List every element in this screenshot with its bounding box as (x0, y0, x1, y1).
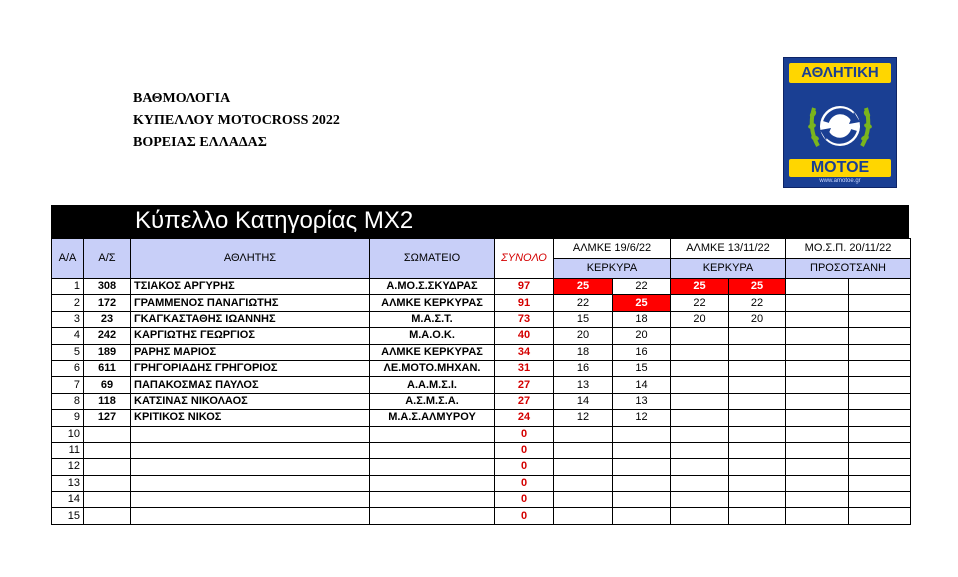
row-total-points: 73 (495, 311, 554, 327)
row-total-points: 0 (495, 475, 554, 491)
table-row (52, 360, 911, 376)
row-event-points (849, 410, 911, 426)
row-event-points (786, 311, 849, 327)
row-position: 8 (52, 393, 84, 409)
row-event-points (729, 475, 786, 491)
row-event-points (849, 279, 911, 295)
row-rider-name (131, 459, 370, 475)
row-race-number: 69 (84, 377, 131, 393)
row-total-points: 0 (495, 508, 554, 524)
row-rider-name (131, 508, 370, 524)
logo-bottom-text: ΜΟΤΟΕ (789, 159, 891, 177)
row-event-points: 25 (729, 279, 786, 295)
row-event-points (671, 344, 729, 360)
row-position: 1 (52, 279, 84, 295)
row-race-number: 308 (84, 279, 131, 295)
row-event-points (671, 426, 729, 442)
row-event-points (613, 508, 671, 524)
row-club: ΑΛΜΚΕ ΚΕΡΚΥΡΑΣ (370, 295, 495, 311)
row-event-points (729, 393, 786, 409)
row-event-points (849, 295, 911, 311)
row-event-points: 22 (554, 295, 613, 311)
row-position: 7 (52, 377, 84, 393)
event-2-venue: ΚΕΡΚΥΡΑ (671, 259, 786, 279)
row-club: Μ.Α.Σ.ΑΛΜΥΡΟΥ (370, 410, 495, 426)
row-club: Α.Σ.Μ.Σ.Α. (370, 393, 495, 409)
event-3-venue: ΠΡΟΣΟΤΣΑΝΗ (786, 259, 911, 279)
event-2-organizer: ΑΛΜΚΕ 13/11/22 (671, 239, 786, 259)
row-total-points: 31 (495, 360, 554, 376)
row-total-points: 91 (495, 295, 554, 311)
row-event-points (786, 295, 849, 311)
row-event-points (729, 344, 786, 360)
row-race-number: 611 (84, 360, 131, 376)
laurel-arrow-icon (804, 88, 876, 160)
row-rider-name: ΓΡΑΜΜΕΝΟΣ ΠΑΝΑΓΙΩΤΗΣ (131, 295, 370, 311)
row-race-number: 127 (84, 410, 131, 426)
row-event-points (849, 360, 911, 376)
header-total: ΣΥΝΟΛΟ (495, 239, 554, 279)
header-club: ΣΩΜΑΤΕΙΟ (370, 239, 495, 279)
row-position: 3 (52, 311, 84, 327)
row-event-points (671, 410, 729, 426)
row-event-points: 20 (554, 328, 613, 344)
row-event-points (849, 475, 911, 491)
row-event-points: 25 (554, 279, 613, 295)
row-event-points (671, 393, 729, 409)
logo-url: www.amotoe.gr (819, 178, 861, 184)
row-event-points: 25 (613, 295, 671, 311)
table-row (52, 410, 911, 426)
row-event-points: 16 (554, 360, 613, 376)
row-event-points: 12 (554, 410, 613, 426)
row-club (370, 508, 495, 524)
row-event-points (729, 492, 786, 508)
heading-line-3: ΒΟΡΕΙΑΣ ΕΛΛΑΔΑΣ (133, 135, 267, 150)
table-row (52, 295, 911, 311)
row-rider-name: ΓΚΑΓΚΑΣΤΑΘΗΣ ΙΩΑΝΝΗΣ (131, 311, 370, 327)
row-rider-name: ΚΑΤΣΙΝΑΣ ΝΙΚΟΛΑΟΣ (131, 393, 370, 409)
row-club (370, 442, 495, 458)
row-event-points: 13 (613, 393, 671, 409)
row-position: 15 (52, 508, 84, 524)
row-race-number: 172 (84, 295, 131, 311)
row-event-points (849, 426, 911, 442)
row-rider-name: ΚΡΙΤΙΚΟΣ ΝΙΚΟΣ (131, 410, 370, 426)
table-row (52, 393, 911, 409)
row-event-points (729, 377, 786, 393)
row-total-points: 0 (495, 492, 554, 508)
row-club: Μ.Α.Ο.Κ. (370, 328, 495, 344)
table-row (52, 508, 911, 524)
row-club (370, 475, 495, 491)
table-row (52, 344, 911, 360)
athletic-motoe-logo (783, 57, 897, 188)
row-event-points: 12 (613, 410, 671, 426)
row-race-number: 242 (84, 328, 131, 344)
row-event-points (849, 442, 911, 458)
row-race-number (84, 475, 131, 491)
row-total-points: 34 (495, 344, 554, 360)
row-event-points (786, 475, 849, 491)
row-race-number (84, 492, 131, 508)
table-row (52, 442, 911, 458)
row-race-number: 23 (84, 311, 131, 327)
event-1-organizer: ΑΛΜΚΕ 19/6/22 (554, 239, 671, 259)
row-event-points: 18 (613, 311, 671, 327)
row-event-points (849, 492, 911, 508)
row-event-points (671, 360, 729, 376)
row-total-points: 97 (495, 279, 554, 295)
table-row (52, 459, 911, 475)
row-rider-name (131, 492, 370, 508)
row-event-points (613, 492, 671, 508)
table-row (52, 426, 911, 442)
row-club (370, 459, 495, 475)
row-event-points (554, 508, 613, 524)
row-event-points (554, 459, 613, 475)
row-club (370, 492, 495, 508)
table-row (52, 279, 911, 295)
row-event-points: 22 (671, 295, 729, 311)
row-event-points (849, 344, 911, 360)
row-event-points (729, 328, 786, 344)
row-event-points (729, 410, 786, 426)
heading-line-2: ΚΥΠΕΛΛΟΥ MOTOCROSS 2022 (133, 113, 340, 128)
row-event-points (786, 360, 849, 376)
row-total-points: 0 (495, 426, 554, 442)
row-event-points (554, 475, 613, 491)
row-race-number (84, 459, 131, 475)
table-row (52, 328, 911, 344)
header-pos: Α/Α (52, 239, 84, 279)
standings-table (51, 238, 911, 525)
row-club: Μ.Α.Σ.Τ. (370, 311, 495, 327)
row-position: 4 (52, 328, 84, 344)
row-event-points: 18 (554, 344, 613, 360)
row-club: Α.ΜΟ.Σ.ΣΚΥΔΡΑΣ (370, 279, 495, 295)
row-position: 14 (52, 492, 84, 508)
row-total-points: 0 (495, 459, 554, 475)
row-event-points (671, 377, 729, 393)
row-event-points (729, 459, 786, 475)
row-position: 2 (52, 295, 84, 311)
row-race-number (84, 426, 131, 442)
row-event-points: 20 (729, 311, 786, 327)
header-rider: ΑΘΛΗΤΗΣ (131, 239, 370, 279)
row-event-points (554, 426, 613, 442)
row-event-points (729, 442, 786, 458)
row-event-points (849, 328, 911, 344)
category-title: Κύπελλο Κατηγορίας ΜΧ2 (135, 207, 414, 234)
row-position: 12 (52, 459, 84, 475)
row-race-number (84, 442, 131, 458)
row-event-points (786, 377, 849, 393)
row-position: 6 (52, 360, 84, 376)
row-event-points (613, 442, 671, 458)
row-event-points (786, 328, 849, 344)
row-event-points (786, 393, 849, 409)
row-event-points: 14 (613, 377, 671, 393)
row-position: 9 (52, 410, 84, 426)
row-event-points: 13 (554, 377, 613, 393)
logo-top-text: ΑΘΛΗΤΙΚΗ (789, 63, 891, 83)
row-event-points (613, 475, 671, 491)
row-event-points (786, 410, 849, 426)
row-event-points (671, 442, 729, 458)
standings-heading (133, 88, 340, 154)
heading-line-1: ΒΑΘΜΟΛΟΓΙΑ (133, 91, 231, 106)
event-1-venue: ΚΕΡΚΥΡΑ (554, 259, 671, 279)
row-total-points: 0 (495, 442, 554, 458)
row-event-points (849, 377, 911, 393)
row-event-points: 22 (613, 279, 671, 295)
row-event-points (849, 508, 911, 524)
row-event-points: 20 (671, 311, 729, 327)
row-event-points (671, 508, 729, 524)
header-num: Α/Σ (84, 239, 131, 279)
table-row (52, 492, 911, 508)
row-event-points (671, 328, 729, 344)
row-event-points: 14 (554, 393, 613, 409)
row-race-number (84, 508, 131, 524)
row-rider-name (131, 442, 370, 458)
row-event-points (671, 459, 729, 475)
row-event-points (849, 459, 911, 475)
row-event-points: 16 (613, 344, 671, 360)
row-event-points: 15 (554, 311, 613, 327)
row-rider-name: ΤΣΙΑΚΟΣ ΑΡΓΥΡΗΣ (131, 279, 370, 295)
row-event-points (729, 426, 786, 442)
row-rider-name: ΓΡΗΓΟΡΙΑΔΗΣ ΓΡΗΓΟΡΙΟΣ (131, 360, 370, 376)
row-event-points (671, 475, 729, 491)
category-banner (51, 205, 909, 238)
row-event-points (849, 311, 911, 327)
row-club: ΛΕ.ΜΟΤΟ.ΜΗΧΑΝ. (370, 360, 495, 376)
row-club: Α.Α.Μ.Σ.Ι. (370, 377, 495, 393)
row-total-points: 27 (495, 377, 554, 393)
row-event-points: 20 (613, 328, 671, 344)
table-row (52, 475, 911, 491)
table-row (52, 311, 911, 327)
row-event-points (729, 360, 786, 376)
row-event-points: 22 (729, 295, 786, 311)
row-event-points (786, 442, 849, 458)
row-total-points: 27 (495, 393, 554, 409)
row-event-points: 25 (671, 279, 729, 295)
row-event-points: 15 (613, 360, 671, 376)
row-event-points (554, 442, 613, 458)
row-club: ΑΛΜΚΕ ΚΕΡΚΥΡΑΣ (370, 344, 495, 360)
row-event-points (786, 426, 849, 442)
row-event-points (786, 508, 849, 524)
event-3-organizer: ΜΟ.Σ.Π. 20/11/22 (786, 239, 911, 259)
row-club (370, 426, 495, 442)
row-event-points (786, 492, 849, 508)
row-position: 13 (52, 475, 84, 491)
row-rider-name (131, 426, 370, 442)
row-rider-name: ΚΑΡΓΙΩΤΗΣ ΓΕΩΡΓΙΟΣ (131, 328, 370, 344)
row-event-points (613, 426, 671, 442)
row-total-points: 40 (495, 328, 554, 344)
row-race-number: 118 (84, 393, 131, 409)
row-event-points (786, 344, 849, 360)
row-rider-name (131, 475, 370, 491)
row-event-points (671, 492, 729, 508)
row-position: 5 (52, 344, 84, 360)
row-event-points (729, 508, 786, 524)
row-event-points (786, 459, 849, 475)
row-event-points (786, 279, 849, 295)
row-position: 11 (52, 442, 84, 458)
row-event-points (554, 492, 613, 508)
row-rider-name: ΡΑΡΗΣ ΜΑΡΙΟΣ (131, 344, 370, 360)
row-event-points (849, 393, 911, 409)
row-position: 10 (52, 426, 84, 442)
row-total-points: 24 (495, 410, 554, 426)
row-rider-name: ΠΑΠΑΚΟΣΜΑΣ ΠΑΥΛΟΣ (131, 377, 370, 393)
table-row (52, 377, 911, 393)
row-race-number: 189 (84, 344, 131, 360)
row-event-points (613, 459, 671, 475)
